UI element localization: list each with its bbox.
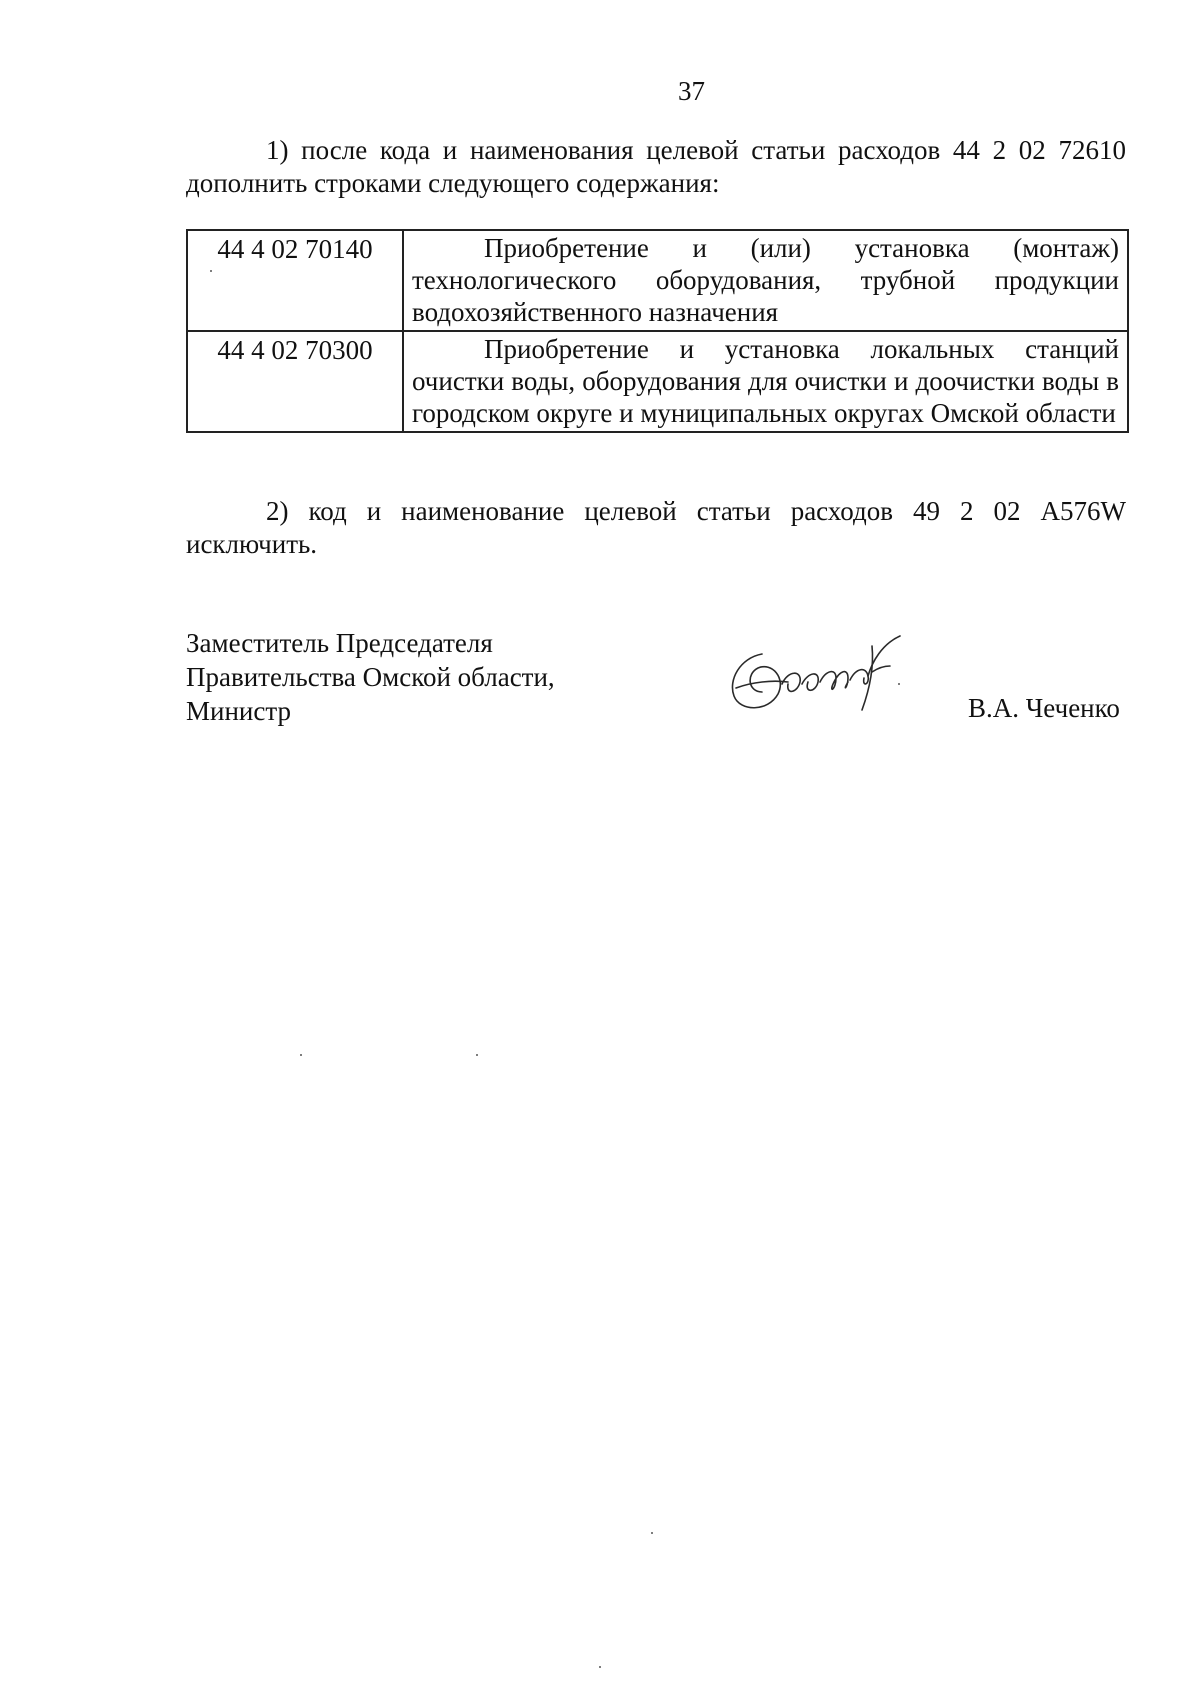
signer-name: В.А. Чеченко [968,693,1120,723]
paragraph-1 [186,134,1126,200]
table-cell-name-text: Приобретение и установка локальных станций очистки воды, оборудования для очистки и доочистки воды в городском округе и муниципальных округах Омской области [412,334,1119,428]
scan-speck [476,1054,478,1056]
signer-position-line: Заместитель Председателя [186,628,493,658]
table-row [187,230,1128,331]
signer-position [186,626,555,728]
table-cell-code: 44 4 02 70140 [187,230,403,331]
scan-speck [898,683,900,685]
table-row [187,331,1128,432]
page-number: 37 [678,76,705,106]
paragraph-2 [186,495,1126,561]
scan-speck [599,1666,601,1668]
expense-codes-table [186,229,1129,433]
table-cell-name [403,331,1128,432]
signer-position-line: Правительства Омской области, [186,662,555,692]
handwritten-signature [722,632,912,720]
table-cell-name [403,230,1128,331]
paragraph-1-text: 1) после кода и наименования целевой статьи расходов 44 2 02 72610 дополнить строками следующего содержания: [186,135,1126,198]
paragraph-2-text: 2) код и наименование целевой статьи расходов 49 2 02 А576W исключить. [186,496,1126,559]
scan-speck [300,1054,302,1056]
scan-speck [651,1532,653,1534]
scan-speck [210,270,212,272]
signer-position-line: Министр [186,696,291,726]
table-cell-code: 44 4 02 70300 [187,331,403,432]
table-cell-name-text: Приобретение и (или) установка (монтаж) технологического оборудования, трубной продукции водохозяйственного назначения [412,233,1119,327]
